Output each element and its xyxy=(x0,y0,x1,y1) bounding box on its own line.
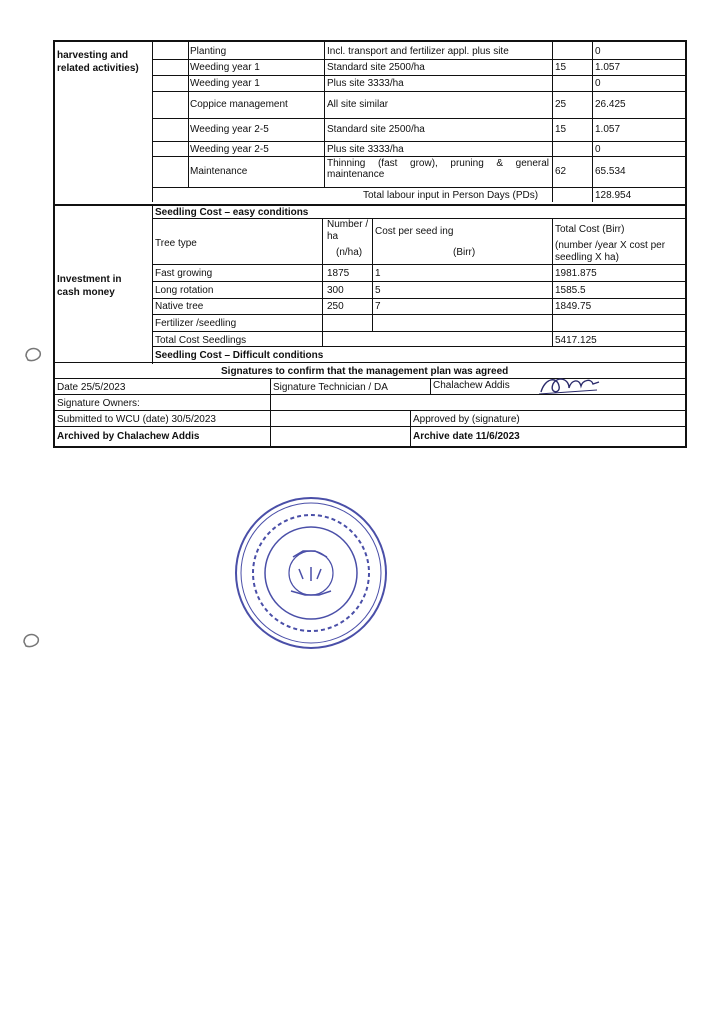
header-number-1: Number / xyxy=(327,219,369,230)
header-total-3: seedling X ha) xyxy=(555,252,619,263)
approved-by: Approved by (signature) xyxy=(413,414,520,425)
labour-activity: Coppice management xyxy=(190,99,288,110)
header-cost-1: Cost per seed ing xyxy=(375,226,454,237)
labour-days: 15 xyxy=(555,124,567,135)
seedling-number: 1875 xyxy=(327,268,350,279)
seedling-number: 300 xyxy=(327,285,344,296)
seedling-type: Long rotation xyxy=(155,285,214,296)
labour-description: All site similar xyxy=(327,99,389,110)
seedling-total: 1585.5 xyxy=(555,285,586,296)
labour-description: Standard site 2500/ha xyxy=(327,124,425,135)
header-number-2: ha xyxy=(327,231,339,242)
investment-side-label-1: Investment in xyxy=(57,274,122,285)
labour-side-label-1: harvesting and xyxy=(57,50,129,61)
labour-total-value: 128.954 xyxy=(595,190,632,201)
labour-total: 1.057 xyxy=(595,62,621,73)
header-number-3: (n/ha) xyxy=(336,247,363,258)
seedling-cost: 7 xyxy=(375,301,381,312)
seedling-type: Fertilizer /seedling xyxy=(155,318,237,329)
seedling-cost: 1 xyxy=(375,268,381,279)
labour-total: 0 xyxy=(595,144,601,155)
seedling-total-value: 5417.125 xyxy=(555,335,597,346)
labour-total: 0 xyxy=(595,46,601,57)
labour-activity: Weeding year 1 xyxy=(190,78,260,89)
header-total-1: Total Cost (Birr) xyxy=(555,224,625,235)
labour-activity: Weeding year 2-5 xyxy=(190,124,269,135)
punch-hole-icon xyxy=(20,628,42,650)
labour-total: 26.425 xyxy=(595,99,626,110)
easy-conditions-title: Seedling Cost – easy conditions xyxy=(155,207,309,218)
management-plan-table xyxy=(53,40,687,448)
labour-description: Standard site 2500/ha xyxy=(327,62,425,73)
signatures-title: Signatures to confirm that the management plan was agreed xyxy=(221,366,509,377)
header-cost-2: (Birr) xyxy=(453,247,476,258)
labour-activity: Maintenance xyxy=(190,166,248,177)
technician-label: Signature Technician / DA xyxy=(273,382,388,393)
labour-description: Thinning (fast grow), pruning & general maintenance xyxy=(327,158,549,180)
labour-total: 1.057 xyxy=(595,124,621,135)
archived-by: Archived by Chalachew Addis xyxy=(57,431,200,442)
labour-activity: Planting xyxy=(190,46,227,57)
punch-hole-icon xyxy=(22,342,44,364)
labour-side-label-2: related activities) xyxy=(57,63,139,74)
header-total-2: (number /year X cost per xyxy=(555,240,666,251)
labour-days: 15 xyxy=(555,62,567,73)
difficult-conditions-title: Seedling Cost – Difficult conditions xyxy=(155,350,324,361)
signature-date: Date 25/5/2023 xyxy=(57,382,126,393)
labour-total: 0 xyxy=(595,78,601,89)
technician-name: Chalachew Addis xyxy=(433,380,510,391)
header-tree-type: Tree type xyxy=(155,238,197,249)
labour-activity: Weeding year 2-5 xyxy=(190,144,269,155)
official-stamp-icon xyxy=(233,495,389,651)
labour-description: Incl. transport and fertilizer appl. plus site xyxy=(327,46,509,57)
seedling-total: 1849.75 xyxy=(555,301,592,312)
seedling-total-label: Total Cost Seedlings xyxy=(155,335,247,346)
labour-description: Plus site 3333/ha xyxy=(327,78,404,89)
submitted-date: Submitted to WCU (date) 30/5/2023 xyxy=(57,414,216,425)
labour-total-label: Total labour input in Person Days (PDs) xyxy=(363,190,539,201)
seedling-number: 250 xyxy=(327,301,344,312)
seedling-cost: 5 xyxy=(375,285,381,296)
labour-days: 62 xyxy=(555,166,567,177)
seedling-type: Fast growing xyxy=(155,268,213,279)
investment-side-label-2: cash money xyxy=(57,287,115,298)
labour-activity: Weeding year 1 xyxy=(190,62,260,73)
owners-label: Signature Owners: xyxy=(57,398,140,409)
seedling-type: Native tree xyxy=(155,301,204,312)
labour-days: 25 xyxy=(555,99,567,110)
archive-date: Archive date 11/6/2023 xyxy=(413,431,520,442)
labour-description: Plus site 3333/ha xyxy=(327,144,404,155)
labour-total: 65.534 xyxy=(595,166,626,177)
seedling-total: 1981.875 xyxy=(555,268,597,279)
